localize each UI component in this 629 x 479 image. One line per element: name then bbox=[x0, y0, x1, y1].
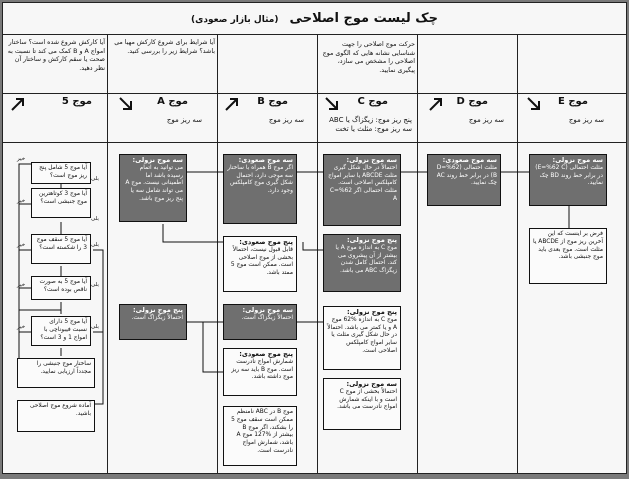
wave-C-sub: پنج ریز موج: زیگزاگ یا ABC bbox=[329, 116, 412, 124]
wave-B-sub: سه ریز موج bbox=[268, 116, 304, 124]
box-title: سه موج صعودی: bbox=[442, 156, 497, 164]
title-sub: (مثال بازار صعودی) bbox=[191, 15, 279, 25]
wave-B-label: موج B bbox=[257, 96, 288, 107]
box-e-note bbox=[529, 228, 607, 284]
col-divider bbox=[517, 35, 518, 93]
wave-D-sub: سه ریز موج bbox=[468, 116, 504, 124]
no-label: خیر bbox=[17, 282, 26, 288]
box-text: شمارش امواج نادرست است. موج B باید سه ریز موج داشته باشد. bbox=[231, 358, 293, 381]
box-text: موج B در ABC نامنظم ممکن است سقف موج 5 را بشکند، اگر موج B بیشتر از %127 موج A باشد، شمارش امواج نادرست است. bbox=[231, 409, 293, 454]
question-box: آیا موج 3 کوتاهترین موج جنبشی است؟ bbox=[31, 188, 91, 218]
box-title: سه موج صعودی: bbox=[238, 156, 293, 164]
box-title: سه موج نزولی: bbox=[346, 380, 397, 388]
wave-C-sub2: سه ریز موج: مثلث یا تخت bbox=[335, 125, 412, 133]
box-title: پنج موج نزولی: bbox=[133, 306, 183, 314]
col-divider bbox=[417, 92, 418, 142]
col-divider bbox=[317, 35, 318, 93]
box-text: مثلث احتمالی (E=%62 C) در برابر خط روند BD چک نمایید. bbox=[535, 164, 603, 187]
box-text: قابل قبول نیست، احتمالاً بخشی از موج اصلاحی است. ممکن است موج 5 ممتد باشد. bbox=[230, 246, 293, 277]
box-text: موج C به اندازه موج A یا بیشتر از آن پیشروی می کند. احتمال کامل شدن زیگزاگ ABC می باشد. bbox=[335, 244, 397, 275]
wave-A-label: موج A bbox=[157, 96, 188, 107]
no-label: خیر bbox=[17, 198, 26, 204]
box-title: پنج موج صعودی: bbox=[239, 350, 293, 358]
col-divider bbox=[217, 35, 218, 93]
box-title: پنج موج صعودی: bbox=[239, 238, 293, 246]
arrow-down-right-icon bbox=[117, 95, 135, 113]
box-title: سه موج نزولی: bbox=[346, 156, 397, 164]
note-waveA: آیا شرایط برای شروع کارکش مهیا می باشد؟ شرایط زیر را بررسی کنید. bbox=[114, 39, 215, 55]
box-e-three-down bbox=[529, 154, 607, 206]
flow-area bbox=[3, 142, 626, 473]
box-a-five-down bbox=[119, 304, 187, 340]
box-b-note bbox=[223, 406, 297, 466]
question-box: آیا موج 5 شامل پنج ریز موج است؟ bbox=[31, 162, 91, 184]
box-b-five-wrong bbox=[223, 348, 297, 396]
box-text: احتمالاً زیگزاگ است. bbox=[241, 314, 293, 321]
col-divider bbox=[317, 92, 318, 142]
box-b-three-up bbox=[223, 154, 297, 224]
box-c-three-down bbox=[323, 154, 401, 226]
box-c-three-part bbox=[323, 378, 401, 430]
box-c-five-short bbox=[323, 306, 401, 370]
title-main: چک لیست موج اصلاحی bbox=[289, 11, 438, 26]
col-divider bbox=[217, 92, 218, 142]
note-waveC: حرکت موج اصلاحی را جهت شناسایی نشانه هایی که الگوی موج اصلاحی را مشخص می سازد، پیگیری نمایید. bbox=[322, 41, 415, 74]
question-box: آیا موج 5 به صورت ناقص بوده است؟ bbox=[31, 276, 91, 300]
arrow-up-right-icon bbox=[427, 95, 445, 113]
box-c-five-down bbox=[323, 234, 401, 292]
box-text: احتمالاً زیگزاگ است. bbox=[131, 314, 183, 321]
box-text: احتمالاً بخشی از موج C است و با اینکه شمارش امواج نادرست می باشد. bbox=[337, 388, 397, 411]
arrow-up-right-icon bbox=[223, 95, 241, 113]
col-divider bbox=[417, 35, 418, 93]
box-title: سه موج نزولی: bbox=[242, 306, 293, 314]
question-box: آیا موج 5 دارای نسبت فیبوناچی با امواج 1 و 3 است؟ bbox=[31, 316, 91, 346]
page-title bbox=[3, 7, 626, 26]
yes-label: بلی bbox=[91, 282, 99, 288]
yes-label: بلی bbox=[91, 176, 99, 182]
question-box: آیا موج 5 سقف موج 3 را شکسته است؟ bbox=[31, 234, 91, 264]
no-label: خیر bbox=[17, 156, 26, 162]
wave-header-row bbox=[3, 92, 626, 143]
col-divider bbox=[107, 35, 108, 93]
wave-E-label: موج E bbox=[558, 96, 588, 107]
result-box: آماده شروع موج اصلاحی باشید. bbox=[17, 400, 95, 432]
box-title: سه موج نزولی: bbox=[132, 156, 183, 164]
box-text: اگر موج B همراه با ساختار سه موجی دارد، احتمال شکل گیری موج کامپلکس وجود دارد. bbox=[227, 164, 293, 195]
box-title: سه موج نزولی: bbox=[552, 156, 603, 164]
arrow-down-right-icon bbox=[525, 95, 543, 113]
box-title: پنج موج نزولی: bbox=[347, 308, 397, 316]
box-a-three-down bbox=[119, 154, 187, 222]
box-text: احتمالاً در حال شکل گیری مثلث ABCDE یا سایر امواج کامپلکس اصلاحی است. مثلث احتمالی اگر C=%62 A bbox=[328, 164, 397, 202]
box-text: می توانید به اتمام رسیده باشد اما اطمینانی نیست. موج A می تواند شامل سه یا پنج ریز موج باشد. bbox=[125, 164, 183, 202]
col-divider bbox=[107, 92, 108, 142]
wave-E-sub: سه ریز موج bbox=[568, 116, 604, 124]
note-wave5: آیا کارکش شروع شده است؟ ساختار امواج A و B کمک می کند تا نسبت به صحت یا سقم کارکش و ساختار آن نظر دهید. bbox=[7, 39, 105, 72]
no-label: خیر bbox=[17, 324, 26, 330]
notes-row bbox=[3, 34, 626, 94]
wave-D-label: موج D bbox=[456, 96, 488, 107]
box-b-three-down bbox=[223, 304, 297, 340]
box-b-five-up bbox=[223, 236, 297, 292]
result-box: ساختار موج جنبشی را مجدداً ارزیابی نمایید. bbox=[17, 358, 95, 388]
box-text: موج C به اندازه %62 موج A و یا کمتر می باشد. احتمالاً در حال شکل گیری مثلث یا سایر امواج کامپلکس اصلاحی است. bbox=[327, 316, 397, 354]
box-title: پنج موج نزولی: bbox=[347, 236, 397, 244]
checklist-sheet bbox=[2, 2, 627, 474]
yes-label: بلی bbox=[91, 324, 99, 330]
arrow-up-right-icon bbox=[9, 95, 27, 113]
yes-label: بلی bbox=[91, 242, 99, 248]
yes-label: بلی bbox=[91, 216, 99, 222]
wave-A-sub: سه ریز موج bbox=[166, 116, 202, 124]
box-text: فرض بر اینست که این آخرین ریز موج از ABCDE یا مثلث است. موج بعدی باید موج جنبشی باشد. bbox=[532, 231, 603, 261]
no-label: خیر bbox=[17, 242, 26, 248]
box-text: مثلث احتمالی (D=%62 B) در برابر خط روند AC چک نمایید. bbox=[436, 164, 497, 187]
wave-C-label: موج C bbox=[357, 96, 388, 107]
arrow-down-right-icon bbox=[323, 95, 341, 113]
wave-5-label: موج 5 bbox=[61, 96, 92, 107]
col-divider bbox=[517, 92, 518, 142]
box-d-three-up bbox=[427, 154, 501, 206]
